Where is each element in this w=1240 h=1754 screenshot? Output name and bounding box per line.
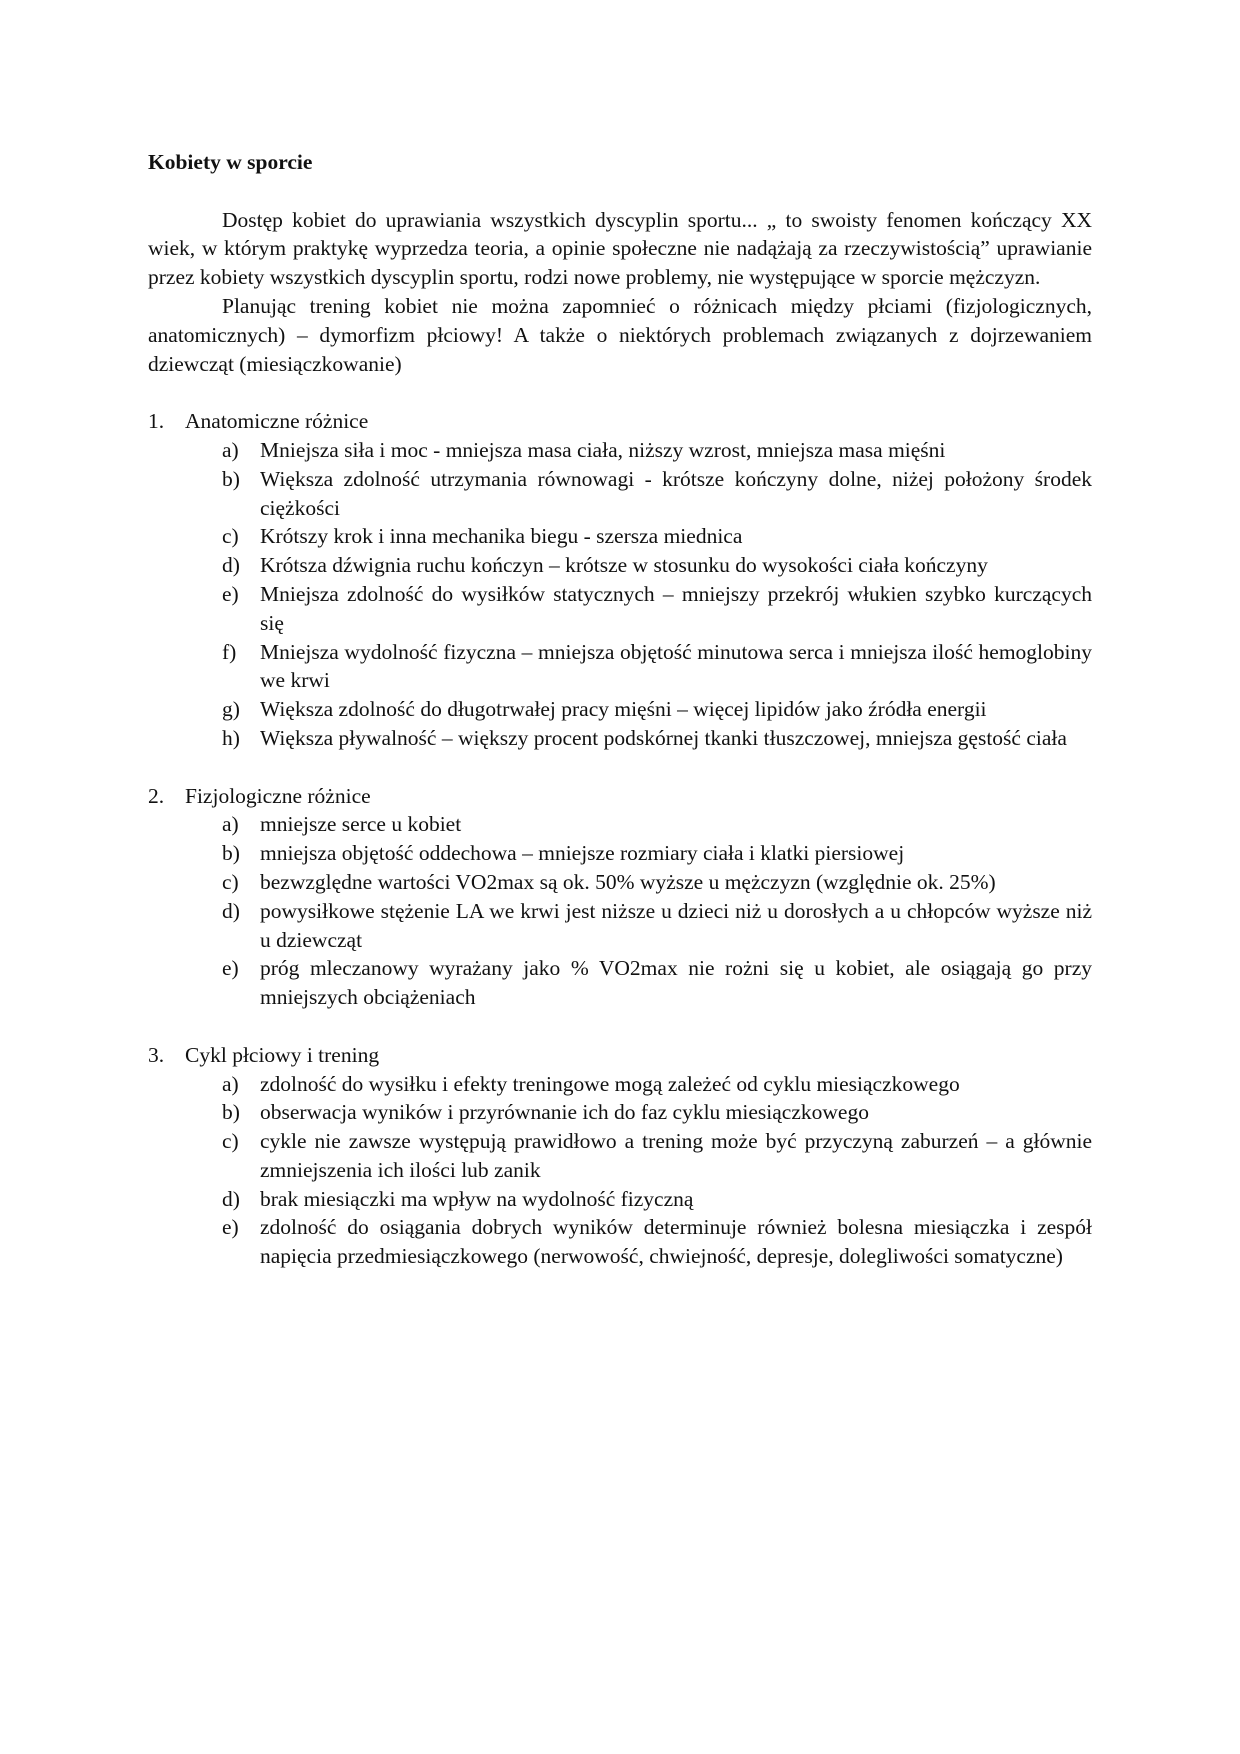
item-letter: g) xyxy=(222,697,240,722)
section-heading xyxy=(148,407,1092,436)
item-text: mniejsze serce u kobiet xyxy=(260,812,462,837)
item-text: Krótszy krok i inna mechanika biegu - szersza miednica xyxy=(260,524,743,549)
item-text: Większa zdolność utrzymania równowagi - krótsze kończyny dolne, niżej położony środek ciężkości xyxy=(260,466,1092,520)
intro-paragraph: Planując trening kobiet nie można zapomnieć o różnicach między płciami (fizjologicznych, anatomicznych) – dymorfizm płciowy! A także o niektórych problemach związanych z dojrzewaniem dziewcząt (miesiączkowanie) xyxy=(148,293,1092,376)
section-number: 3. xyxy=(148,1042,165,1067)
list-item xyxy=(222,465,1092,523)
item-letter: a) xyxy=(222,812,239,837)
item-text: zdolność do osiągania dobrych wyników determinuje również bolesna miesiączka i zespół napięcia przedmiesiączkowego (nerwowość, chwiejność, depresje, dolegliwości somatyczne) xyxy=(260,1215,1092,1269)
section xyxy=(148,407,1092,753)
list-item xyxy=(222,551,1092,580)
document-page xyxy=(148,148,1092,1271)
item-letter: e) xyxy=(222,581,239,606)
section xyxy=(148,782,1092,1012)
item-letter: e) xyxy=(222,1215,239,1240)
item-text: Większa pływalność – większy procent podskórnej tkanki tłuszczowej, mniejsza gęstość ciała xyxy=(260,725,1067,750)
item-text: Mniejsza wydolność fizyczna – mniejsza objętość minutowa serca i mniejsza ilość hemoglobiny we krwi xyxy=(260,639,1092,693)
list-item xyxy=(222,810,1092,839)
item-letter: c) xyxy=(222,524,239,549)
item-letter: b) xyxy=(222,1100,240,1125)
list-item xyxy=(222,522,1092,551)
item-letter: c) xyxy=(222,869,239,894)
item-list xyxy=(148,810,1092,1012)
item-letter: d) xyxy=(222,553,240,578)
section-heading-text: Fizjologiczne różnice xyxy=(185,783,371,808)
item-text: bezwzględne wartości VO2max są ok. 50% wyższe u mężczyzn (względnie ok. 25%) xyxy=(260,869,996,894)
section-heading-text: Anatomiczne różnice xyxy=(185,409,369,434)
list-item xyxy=(222,1070,1092,1099)
section-heading xyxy=(148,782,1092,811)
list-item xyxy=(222,436,1092,465)
item-letter: a) xyxy=(222,1071,239,1096)
item-text: mniejsza objętość oddechowa – mniejsze rozmiary ciała i klatki piersiowej xyxy=(260,841,905,866)
item-text: cykle nie zawsze występują prawidłowo a trening może być przyczyną zaburzeń – a głównie zmniejszenia ich ilości lub zanik xyxy=(260,1129,1092,1182)
item-text: obserwacja wyników i przyrównanie ich do faz cyklu miesiączkowego xyxy=(260,1100,869,1125)
section-number: 2. xyxy=(148,783,165,808)
list-item xyxy=(222,954,1092,1012)
list-item xyxy=(222,580,1092,638)
item-letter: c) xyxy=(222,1129,239,1154)
item-text: Mniejsza siła i moc - mniejsza masa ciała, niższy wzrost, mniejsza masa mięśni xyxy=(260,437,946,462)
section-heading xyxy=(148,1041,1092,1070)
list-item xyxy=(222,839,1092,868)
list-item xyxy=(222,724,1092,753)
item-list xyxy=(148,436,1092,753)
document-title: Kobiety w sporcie xyxy=(148,150,313,174)
item-text: powysiłkowe stężenie LA we krwi jest niższe u dzieci niż u dorosłych a u chłopców wyższe niż u dziewcząt xyxy=(260,898,1092,952)
item-letter: b) xyxy=(222,466,240,491)
list-item xyxy=(222,1213,1092,1271)
item-text: Większa zdolność do długotrwałej pracy mięśni – więcej lipidów jako źródła energii xyxy=(260,697,987,722)
item-list xyxy=(148,1070,1092,1272)
item-letter: a) xyxy=(222,437,239,462)
list-item xyxy=(222,638,1092,696)
item-text: próg mleczanowy wyrażany jako % VO2max nie rożni się u kobiet, ale osiągają go przy mniejszych obciążeniach xyxy=(260,956,1092,1010)
item-text: brak miesiączki ma wpływ na wydolność fizyczną xyxy=(260,1186,694,1211)
item-letter: h) xyxy=(222,725,240,750)
item-letter: e) xyxy=(222,956,239,981)
item-text: Mniejsza zdolność do wysiłków statycznych – mniejszy przekrój włukien szybko kurczących się xyxy=(260,581,1092,635)
section-heading-text: Cykl płciowy i trening xyxy=(185,1042,380,1067)
list-item xyxy=(222,1098,1092,1127)
item-letter: f) xyxy=(222,639,237,664)
list-item xyxy=(222,695,1092,724)
intro-paragraph: Dostęp kobiet do uprawiania wszystkich dyscyplin sportu... „ to swoisty fenomen kończący XX wiek, w którym praktykę wyprzedza teoria, a opinie społeczne nie nadążają za rzeczywistością” uprawianie przez kobiety wszystkich dyscyplin sportu, rodzi nowe problemy, nie występujące w sporcie mężczyzn. xyxy=(148,207,1092,290)
list-item xyxy=(222,868,1092,897)
item-text: zdolność do wysiłku i efekty treningowe mogą zależeć od cyklu miesiączkowego xyxy=(260,1071,960,1096)
section xyxy=(148,1041,1092,1271)
item-letter: b) xyxy=(222,841,240,866)
item-letter: d) xyxy=(222,898,240,923)
item-letter: d) xyxy=(222,1186,240,1211)
list-item xyxy=(222,897,1092,955)
list-item xyxy=(222,1127,1092,1185)
list-item xyxy=(222,1185,1092,1214)
item-text: Krótsza dźwignia ruchu kończyn – krótsze w stosunku do wysokości ciała kończyny xyxy=(260,553,988,578)
section-number: 1. xyxy=(148,409,165,434)
